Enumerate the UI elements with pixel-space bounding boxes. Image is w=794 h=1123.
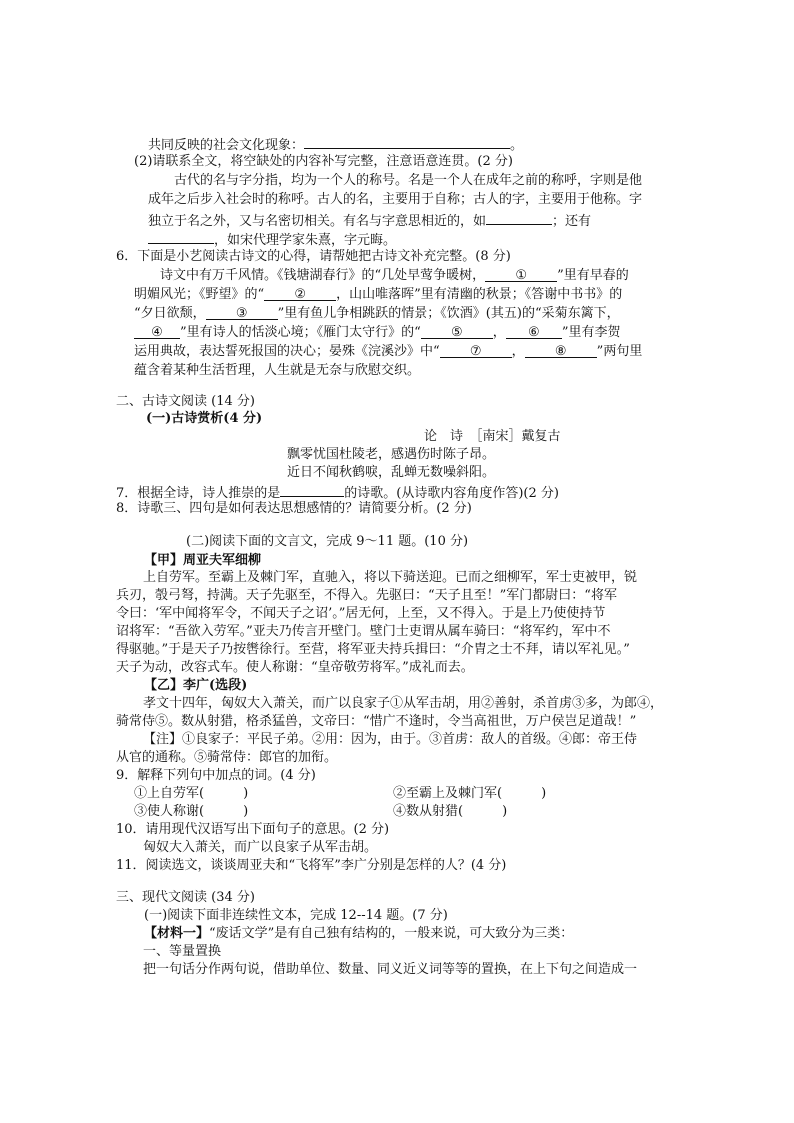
answer-blank[interactable]: ② [264,286,336,301]
q6-line: ④ ”里有诗人的恬淡心境；《雁门太守行》的“ ⑤ ， ⑥ ”里有李贺 [134,324,620,341]
answer-blank[interactable]: ⑥ [506,324,562,339]
q5-para-line: ，如宋代理学家朱熹，字元晦。 [148,229,396,249]
q5-sub2-heading: (2)请联系全文，将空缺处的内容补写完整，注意语意连贯。(2 分) [134,154,513,169]
section-2-heading: 二、古诗文阅读 (14 分) [116,394,255,409]
q6-line: 诗文中有万千风情。《钱塘湖春行》的“几处早莺争暖树， ① ”里有早春的 [160,268,629,283]
q5-para-line: 古代的名与字分指，均为一个人的称号。名是一个人在成年之前的称呼，字则是他 [174,173,643,188]
q5-para-line: 成年之后步入社会时的称呼。古人的名，主要用于自称；古人的字，主要用于他称。字 [148,192,643,207]
q11: 11．阅读选文，谈谈周亚夫和“飞将军”李广分别是怎样的人？(4 分) [116,858,507,873]
answer-blank[interactable] [148,229,214,244]
answer-blank[interactable]: ⑦ [440,343,512,358]
answer-blank[interactable]: ⑤ [421,324,493,339]
answer-blank[interactable] [280,482,344,497]
q10-sentence: 匈奴大入萧关，而广以良家子从军击胡。 [143,840,378,855]
q9-item[interactable]: ③使人称谢( ) [134,804,249,819]
q6-line: 明媚风光；《野望》的“ ② ，山山唯落晖”里有清幽的秋景；《答谢中书书》的 [134,287,623,302]
q6-line: 蕴含着某种生活哲理，人生就是无奈与欣慰交织。 [134,363,421,378]
material-1-subheading: 一、等量置换 [143,944,222,959]
passage-line: 天子为动，改容式车。使人称谢：“皇帝敬劳将军。”成礼而去。 [116,660,474,675]
passage-yi-title: 【乙】李广(选段) [144,678,248,693]
q5-para-line: 独立于名之外，又与名密切相关。有名与字意思相近的，如 ；还有 [148,210,591,230]
passage-line: 骑常侍⑤。数从射猎，格杀猛兽，文帝曰：“惜广不逢时，令当高祖世，万户侯岂足道哉！” [116,714,637,729]
notes-line: 【注】①良家子：平民子弟。②用：因为，由于。③首虏：敌人的首级。④郎：帝王侍 [143,732,638,747]
q7: 7．根据全诗，诗人推崇的是 的诗歌。(从诗歌内容角度作答)(2 分) [116,482,559,502]
answer-blank[interactable] [304,134,510,149]
q9-item[interactable]: ②至霸上及棘门军( ) [393,786,547,801]
passage-line: 诏将军：“吾欲入劳军。”亚夫乃传言开壁门。壁门士吏谓从属车骑曰：“将军约，军中不 [116,624,611,639]
material-1-tag: 【材料一】 [144,926,210,941]
section-2-sub2: (二)阅读下面的文言文，完成 9～11 题。(10 分) [186,534,469,549]
q8: 8．诗歌三、四句是如何表达思想感情的？请简要分析。(2 分) [116,501,472,516]
q5-common-line: 共同反映的社会文化现象： 。 [148,134,523,154]
passage-line: 得驱驰。”于是天子乃按辔徐行。至营，将军亚夫持兵揖曰：“介胄之士不拜，请以军礼见。” [116,642,630,657]
poem-title: 论 诗 ［南宋］戴复古 [424,429,561,444]
passage-line: 令曰：‘军中闻将军令，不闻天子之诏’。”居无何，上至，又不得入。于是上乃使使持节 [116,606,606,621]
section-3-heading: 三、现代文阅读 (34 分) [116,890,255,905]
answer-blank[interactable]: ⑧ [525,343,597,358]
q9: 9．解释下列句中加点的词。(4 分) [116,768,316,783]
passage-line: 兵刃，彀弓弩，持满。天子先驱至，不得入。先驱曰：“天子且至！”军门都尉曰：“将军 [116,588,617,603]
q10: 10．请用现代汉语写出下面句子的意思。(2 分) [116,822,390,837]
passage-line: 上自劳军。至霸上及棘门军，直驰入，将以下骑送迎。已而之细柳军，军士吏被甲，锐 [143,570,638,585]
answer-blank[interactable]: ③ [206,305,278,320]
section-3-sub1: (一)阅读下面非连续性文本，完成 12--14 题。(7 分) [144,908,448,923]
poem-line: 近日不闻秋鹤唳，乱蝉无数噪斜阳。 [287,465,496,480]
q6-line: 运用典故，表达誓死报国的决心；晏殊《浣溪沙》中“ ⑦ ， ⑧ ”两句里 [134,344,643,359]
passage-jia-title: 【甲】周亚夫军细柳 [144,553,262,568]
poem-line: 飘零忧国杜陵老，感遇伤时陈子昂。 [287,447,496,462]
q5-common-prefix: 共同反映的社会文化现象： [148,138,305,153]
q9-item[interactable]: ①上自劳军( ) [134,786,249,801]
q6-line: “夕日欲颓， ③ ”里有鱼儿争相跳跃的情景；《饮酒》(其五)的“采菊东篱下， [134,306,620,321]
answer-blank[interactable]: ① [485,267,557,282]
q9-item[interactable]: ④数从射猎( ) [393,804,508,819]
answer-blank[interactable] [486,210,552,225]
section-2-sub1: (一)古诗赏析(4 分) [146,411,263,426]
passage-line: 孝文十四年，匈奴大入萧关，而广以良家子①从军击胡，用②善射，杀首虏③多，为郎④， [143,696,664,711]
q6-heading: 6．下面是小艺阅读古诗文的心得，请帮她把古诗文补充完整。(8 分) [116,249,511,264]
material-1-para: 把一句话分作两句说，借助单位、数量、同义近义词等等的置换，在上下句之间造成一 [143,962,638,977]
notes-line: 从官的通称。⑤骑常侍：郎官的加衔。 [116,750,338,765]
answer-blank[interactable]: ④ [134,324,180,339]
material-1-line: 【材料一】“废话文学”是有自己独有结构的，一般来说，可大致分为三类： [144,926,574,941]
